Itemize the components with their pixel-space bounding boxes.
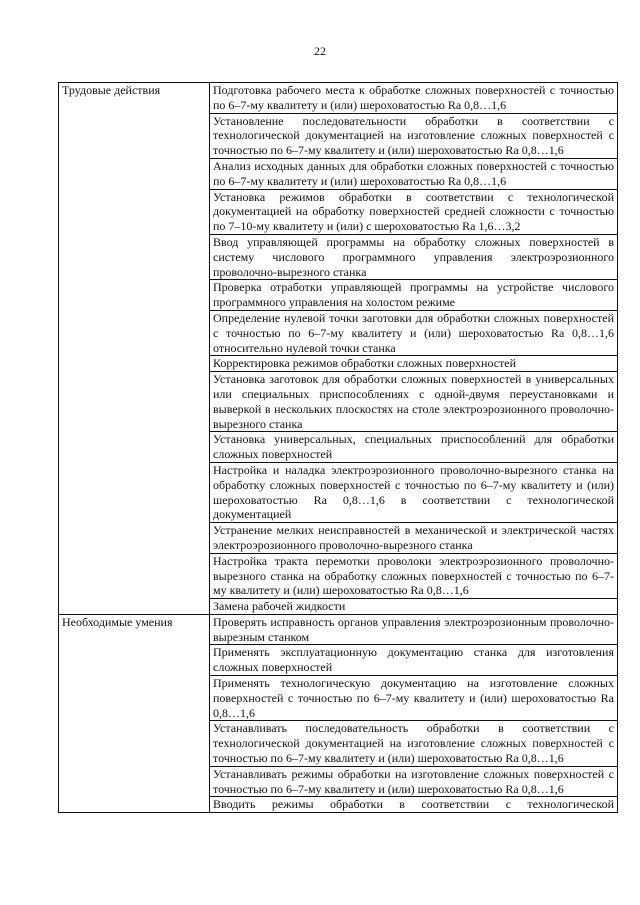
section-label-labor-actions: Трудовые действия <box>59 83 210 615</box>
list-item: Устанавливать режимы обработки на изготовление сложных поверхностей с точностью по 6–7-му квалитету и (или) шероховатостью Ra 0,8…1,6 <box>210 766 618 797</box>
competency-table <box>58 82 618 813</box>
list-item: Проверять исправность органов управления электроэрозионным проволочно-вырезным станком <box>210 614 618 645</box>
list-item: Установка режимов обработки в соответствии с технологической документацией на обработку поверхностей средней сложности с точностью по 7–10-му квалитету и (или) с шероховатостью Ra 1,6…3,2 <box>210 189 618 234</box>
list-item: Применять технологическую документацию на изготовление сложных поверхностей с точностью по 6–7-му квалитету и (или) шероховатостью Ra 0,8…1,6 <box>210 676 618 721</box>
list-item: Вводить режимы обработки в соответствии с технологической <box>210 797 618 813</box>
list-item: Устанавливать последовательность обработки в соответствии с технологической документацией на изготовление сложных поверхностей с точностью по 6–7-му квалитету и (или) шероховатостью Ra 0,8…1,6 <box>210 721 618 766</box>
list-item: Подготовка рабочего места к обработке сложных поверхностей с точностью по 6–7-му квалитету и (или) шероховатостью Ra 0,8…1,6 <box>210 83 618 114</box>
list-item: Установление последовательности обработки в соответствии с технологической документацией на изготовление сложных поверхностей с точностью по 6–7-му квалитету и (или) шероховатостью Ra 0,8…1,6 <box>210 113 618 158</box>
list-item: Корректировка режимов обработки сложных поверхностей <box>210 356 618 372</box>
page-number: 22 <box>314 44 326 58</box>
list-item: Устранение мелких неисправностей в механической и электрической частях электроэрозионного проволочно-вырезного станка <box>210 523 618 554</box>
list-item: Настройка и наладка электроэрозионного проволочно-вырезного станка на обработку сложных поверхностей с точностью по 6–7-му квалитету и (или) шероховатостью Ra 0,8…1,6 в соответствии с технологической документацией <box>210 462 618 522</box>
section-label-required-skills: Необходимые умения <box>59 614 210 812</box>
list-item: Проверка отработки управляющей программы на устройстве числового программного управления на холостом режиме <box>210 280 618 311</box>
list-item: Ввод управляющей программы на обработку сложных поверхностей в систему числового программного управления электроэрозионного проволочно-вырезного станка <box>210 234 618 279</box>
list-item: Замена рабочей жидкости <box>210 599 618 615</box>
table-row <box>59 83 618 114</box>
list-item: Определение нулевой точки заготовки для обработки сложных поверхностей с точностью по 6–7-му квалитету и (или) шероховатостью Ra 0,8…1,6 относительно нулевой точки станка <box>210 310 618 355</box>
list-item: Установка универсальных, специальных приспособлений для обработки сложных поверхностей <box>210 432 618 463</box>
table-row <box>59 614 618 645</box>
list-item: Применять эксплуатационную документацию станка для изготовления сложных поверхностей <box>210 645 618 676</box>
list-item: Анализ исходных данных для обработки сложных поверхностей с точностью по 6–7-му квалитету и (или) шероховатостью Ra 0,8…1,6 <box>210 158 618 189</box>
list-item: Настройка тракта перемотки проволоки электроэрозионного проволочно-вырезного станка на обработку сложных поверхностей с точностью по 6–7-му квалитету и (или) шероховатостью Ra 0,8…1,6 <box>210 553 618 598</box>
list-item: Установка заготовок для обработки сложных поверхностей в универсальных или специальных приспособлениях с одной-двумя переустановками и выверкой в нескольких плоскостях на столе электроэрозионного проволочно-вырезного станка <box>210 372 618 432</box>
